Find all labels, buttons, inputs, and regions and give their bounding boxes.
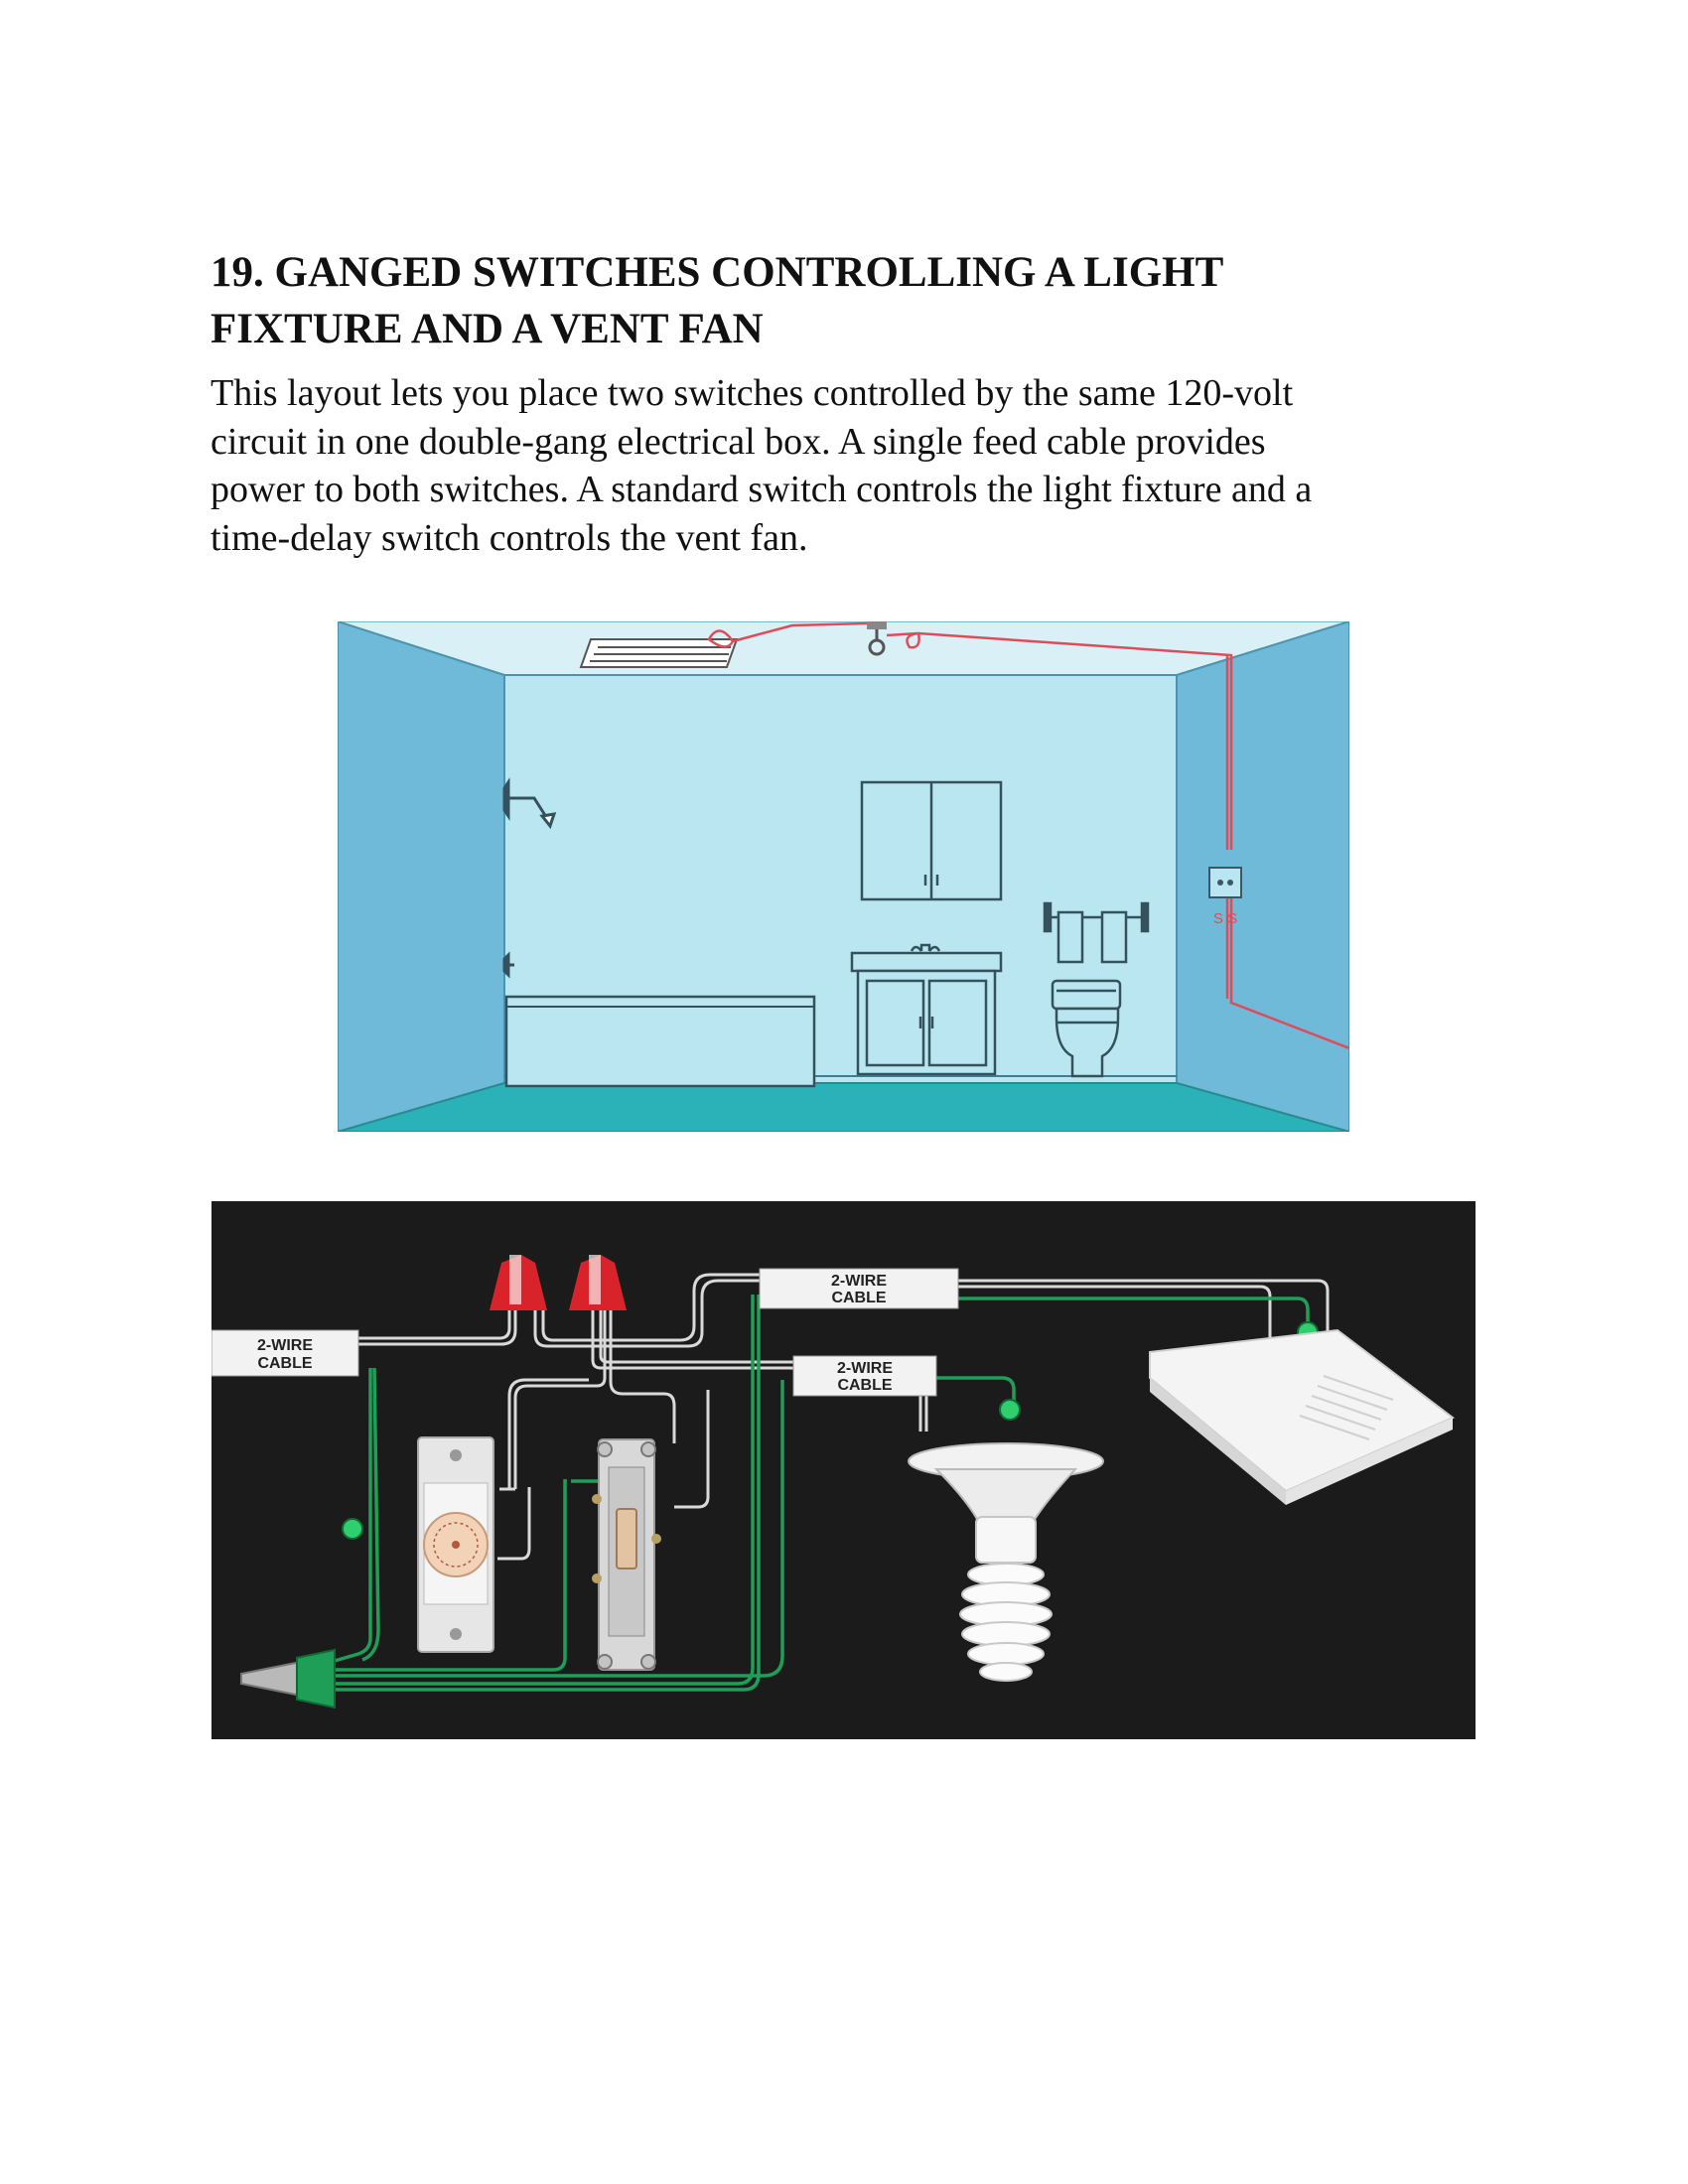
standard-switch	[592, 1439, 661, 1670]
light-cable-label-line-1: 2-WIRE	[837, 1360, 893, 1377]
light-cable-label-line-2: CABLE	[837, 1377, 893, 1394]
paragraph-line-4: time-delay switch controls the vent fan.	[211, 516, 808, 559]
feed-cable-label-line-2: CABLE	[257, 1355, 313, 1372]
vanity-sink	[852, 945, 1001, 1074]
toggle-lever-icon	[617, 1509, 636, 1569]
wiring-diagram	[211, 1201, 1476, 1739]
time-delay-switch	[418, 1437, 493, 1652]
light-cable-label	[793, 1356, 936, 1396]
bathtub	[506, 997, 814, 1086]
floor	[338, 1083, 1349, 1132]
paragraph-line-2: circuit in one double-gang electrical box. A single feed cable provides	[211, 420, 1266, 463]
right-wall	[1177, 621, 1349, 1132]
ceiling	[338, 621, 1349, 675]
paragraph-line-3: power to both switches. A standard switch controls the light fixture and a	[211, 469, 1313, 510]
intro-paragraph	[211, 369, 1491, 562]
fan-cable-label-line-2: CABLE	[831, 1290, 887, 1306]
paragraph-line-1: This layout lets you place two switches controlled by the same 120-volt	[211, 372, 1294, 414]
left-wall	[338, 621, 504, 1132]
switch-box	[1209, 868, 1241, 927]
heading-line-1: 19. GANGED SWITCHES CONTROLLING A LIGHT	[211, 249, 1224, 296]
heading-line-2: FIXTURE AND A VENT FAN	[211, 306, 764, 352]
fan-cable-label	[760, 1269, 958, 1308]
medicine-cabinet	[862, 782, 1001, 899]
feed-cable-label	[211, 1330, 358, 1376]
page-heading	[211, 244, 1442, 357]
fan-cable-label-line-1: 2-WIRE	[831, 1273, 887, 1290]
switchbox-marks: S S	[1212, 910, 1238, 927]
bathroom-room-illustration	[338, 621, 1349, 1132]
feed-cable-label-line-1: 2-WIRE	[257, 1337, 313, 1354]
